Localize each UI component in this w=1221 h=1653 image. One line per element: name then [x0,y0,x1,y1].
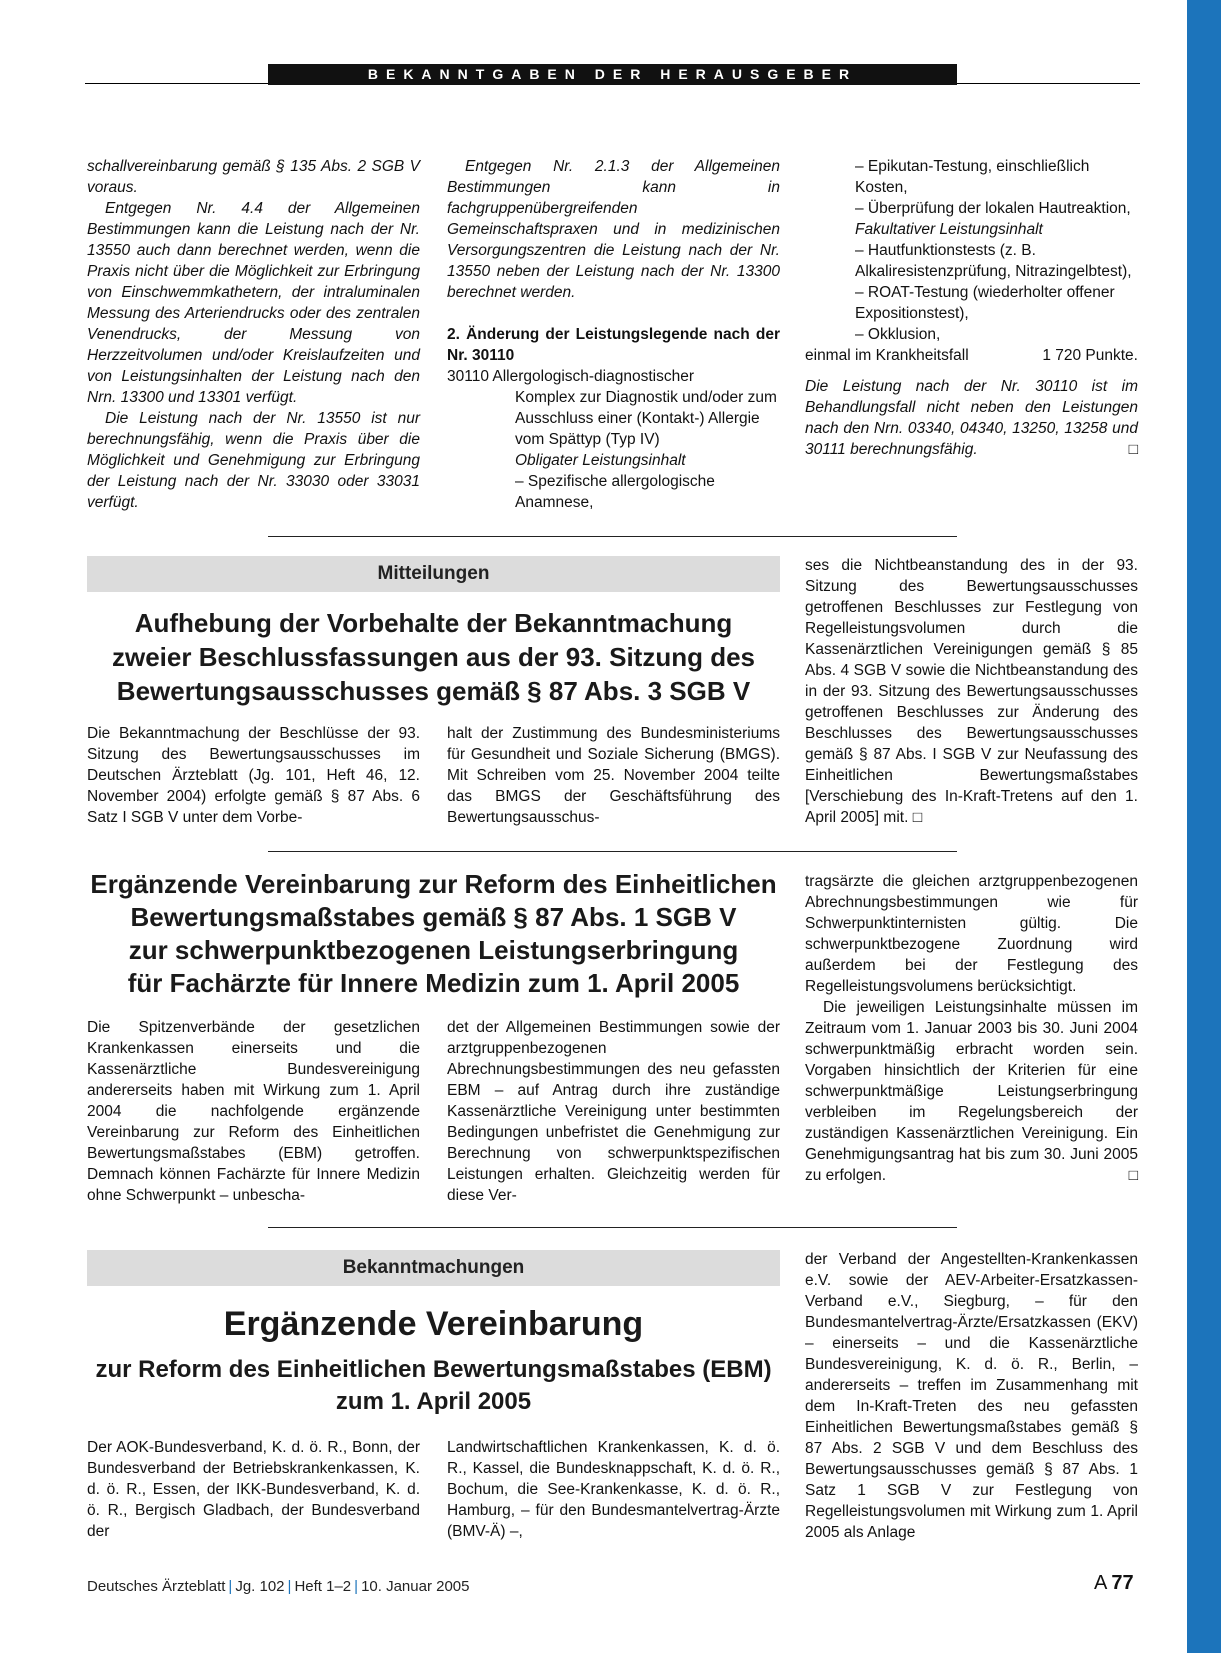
list-item: – Okklusion, [855,326,941,343]
ergaenzende-column-3 [805,871,1138,1186]
obligate-label: Obligater Leistungsinhalt [515,452,686,469]
end-mark-icon: □ [1128,1167,1138,1184]
section-label-mitteilungen: Mitteilungen [87,556,780,592]
frequency-text: einmal im Krankheitsfall [805,347,969,364]
ergaenzende-column-2 [447,1017,780,1206]
paragraph: det der Allgemeinen Bestimmungen sowie der arztgruppenbezogenen Abrechnungsbestimmungen des neu gefassten EBM – auf Antrag durch ihre zuständige Kassenärztliche Vereinigung unter bestimmten Bedingungen unbefristet die Genehmigung zur Berechnung von schwerpunktspezifischen Leistungen erhalten. Gleichzeitig werden für diese Ver- [447,1019,780,1204]
points-line [805,345,1138,366]
divider [268,851,957,852]
list-item: – Überprüfung der lokalen Hautreaktion, [855,200,1131,217]
article-headline [87,868,780,1000]
paragraph: Der AOK-Bundesverband, K. d. ö. R., Bonn, der Bundesverband der Betriebskrankenkassen, K. d. ö. R., Essen, der IKK-Bundesverband, K. d. ö. R., Bergisch Gladbach, der Bundesverband der [87,1439,420,1540]
end-mark-icon: □ [912,809,923,826]
code-description: Komplex zur Diagnostik und/oder zum Ausschluss einer (Kontakt-) Allergie vom Spättyp (Typ IV) [515,389,777,448]
paragraph: Die Spitzenverbände der gesetzlichen Krankenkassen einerseits und die Kassenärztliche Bundesvereinigung andererseits haben mit Wirkung zum 1. April 2004 die nachfolgende ergänzende Vereinbarung zur Reform des Einheitlichen Bewertungsmaßstabes (EBM) getroffen. Demnach können Fachärzte für Innere Medizin ohne Schwerpunkt – unbescha- [87,1019,420,1204]
list-item: – Epikutan-Testung, einschließlich Kosten, [855,158,1090,196]
note-text: Die Leistung nach der Nr. 30110 ist im Behandlungsfall nicht neben den Leistungen nach den Nrn. 03340, 04340, 13250, 13258 und 30111 berechnungsfähig. [805,378,1138,458]
headline-line: Ergänzende Vereinbarung zur Reform des Einheitlichen [90,869,777,899]
bekanntmachungen-column-3 [805,1249,1138,1543]
optional-label: Fakultativer Leistungsinhalt [855,221,1043,238]
footer-citation: Deutsches Ärzteblatt | Jg. 102 | Heft 1–2 | 10. Januar 2005 [87,1578,470,1595]
article-subtitle [87,1354,780,1418]
issue-date: 10. Januar 2005 [361,1578,470,1595]
list-item: – ROAT-Testung (wiederholter offener Expositionstest), [855,284,1115,322]
page-prefix: A [1094,1572,1108,1594]
page-number [1094,1572,1134,1595]
article-title: Ergänzende Vereinbarung [223,1305,644,1343]
subtitle-line: zum 1. April 2005 [335,1388,532,1415]
journal-name: Deutsches Ärzteblatt [87,1578,226,1595]
top-column-1 [87,156,420,513]
paragraph: Landwirtschaftlichen Krankenkassen, K. d. ö. R., Kassel, die Bundesknappschaft, K. d. ö. R., Bochum, die See-Krankenkasse, K. d. ö. R., Hamburg, – für den Bundesmantelvertrag-Ärzte (BMV-Ä) –, [447,1439,780,1540]
code-line: 30110 Allergologisch-diagnostischer [447,368,695,385]
list-item: – Spezifische allergologische Anamnese, [515,473,715,511]
section-label-bekanntmachungen: Bekanntmachungen [87,1250,780,1286]
headline-line: Aufhebung der Vorbehalte der Bekanntmachung [134,608,733,638]
top-column-3 [805,156,1138,460]
mitteilungen-column-2 [447,723,780,828]
subheading: 2. Änderung der Leistungslegende nach der Nr. 30110 [447,326,780,364]
bekanntmachungen-column-2 [447,1437,780,1542]
paragraph-text: Die jeweiligen Leistungsinhalte müssen im Zeitraum vom 1. Januar 2003 bis 30. Juni 2004 schwerpunktmäßig erbracht worden sein. Vorgaben hinsichtlich der Kriterien für eine schwerpunktmäßige Leistungserbringung verbleiben im Regelungsbereich der zuständigen Kassenärztlichen Vereinigung. Ein Genehmigungsantrag hat bis zum 30. Juni 2005 zu erfolgen. [805,999,1138,1184]
paragraph: Die Leistung nach der Nr. 13550 ist nur berechnungsfähig, wenn die Praxis über die Möglichkeit und Genehmigung zur Erbringung der Leistung nach der Nr. 33030 oder 33031 verfügt. [87,410,420,511]
mitteilungen-column-3 [805,555,1138,828]
points-value: 1 720 Punkte. [1042,347,1138,364]
headline-line: für Fachärzte für Innere Medizin zum 1. April 2005 [127,968,740,998]
end-mark-icon: □ [1128,441,1138,458]
blue-edge-bar [1187,0,1221,1653]
divider [268,536,957,537]
paragraph: schallvereinbarung gemäß § 135 Abs. 2 SGB V voraus. [87,158,420,196]
mitteilungen-column-1 [87,723,420,828]
issue: Heft 1–2 [294,1578,352,1595]
section-header: BEKANNTGABEN DER HERAUSGEBER [268,64,957,85]
headline-line: Bewertungsmaßstabes gemäß § 87 Abs. 1 SGB V [130,902,737,932]
paragraph: Die Bekanntmachung der Beschlüsse der 93. Sitzung des Bewertungsausschusses im Deutschen Ärzteblatt (Jg. 101, Heft 46, 12. November 2004) erfolgte gemäß § 87 Abs. 6 Satz I SGB V unter dem Vorbe- [87,725,420,826]
paragraph [805,555,1138,828]
volume: Jg. 102 [235,1578,285,1595]
paragraph-text: ses die Nichtbeanstandung des in der 93. Sitzung des Bewertungsausschusses getroffenen Beschlusses zur Festlegung von Regelleistungsvolumen durch die Kassenärztlichen Vereinigungen gemäß § 85 Abs. 4 SGB V sowie die Nichtbeanstandung des in der 93. Sitzung des Bewertungsausschusses getroffenen Beschlusses zur Änderung des Beschlusses des Bewertungsausschusses gemäß § 87 Abs. I SGB V zur Neufassung des Einheitlichen Bewertungsmaßstabes [Verschiebung des In-Kraft-Tretens auf den 1. April 2005] mit. [805,557,1138,826]
paragraph [805,997,1138,1186]
headline-line: zur schwerpunktbezogenen Leistungserbringung [128,935,739,965]
subtitle-line: zur Reform des Einheitlichen Bewertungsmaßstabes (EBM) [95,1356,772,1383]
paragraph: halt der Zustimmung des Bundesministeriums für Gesundheit und Soziale Sicherung (BMGS). Mit Schreiben vom 25. November 2004 teilte das BMGS der Geschäftsführung des Bewertungsausschus- [447,725,780,826]
paragraph: der Verband der Angestellten-Krankenkassen e.V. sowie der AEV-Arbeiter-Ersatzkassen-Verband e.V., Siegburg, – für den Bundesmantelvertrag-Ärzte/Ersatzkassen (EKV) – einerseits – und die Kassenärztliche Bundesvereinigung, K. d. ö. R., Berlin, – andererseits – treffen im Zusammenhang mit dem In-Kraft-Treten des neu gefassten Einheitlichen Bewertungsmaßstabes gemäß § 87 Abs. 2 SGB V und dem Beschluss des Bewertungsausschusses gemäß § 87 Abs. 1 Satz 1 SGB V zur Festlegung von Regelleistungsvolumen mit Wirkung zum 1. April 2005 als Anlage [805,1251,1138,1541]
paragraph: Entgegen Nr. 4.4 der Allgemeinen Bestimmungen kann die Leistung nach der Nr. 13550 auch dann berechnet werden, wenn die Praxis nicht über die Möglichkeit zur Erbringung von Einschwemmkathetern, der intraluminalen Messung des Arteriendrucks oder des zentralen Venendrucks, der Messung von Herzzeitvolumen und/oder Kreislaufzeiten und von Leistungsinhalten der Leistung nach den Nrn. 13300 und 13301 verfügt. [87,200,420,406]
ergaenzende-column-1 [87,1017,420,1206]
headline-line: Bewertungsausschusses gemäß § 87 Abs. 3 SGB V [116,676,751,706]
paragraph [805,376,1138,460]
headline-line: zweier Beschlussfassungen aus der 93. Sitzung des [112,642,755,672]
paragraph: tragsärzte die gleichen arztgruppenbezogenen Abrechnungsbestimmungen wie für Schwerpunktinternisten gültig. Die schwerpunktbezogene Zuordnung wird außerdem bei der Festlegung des Regelleistungsvolumens berücksichtigt. [805,873,1138,995]
article-headline [87,606,780,708]
page-number-value: 77 [1111,1572,1134,1594]
divider [268,1227,957,1228]
top-column-2 [447,156,780,513]
paragraph: Entgegen Nr. 2.1.3 der Allgemeinen Bestimmungen kann in fachgruppenübergreifenden Gemeinschaftspraxen und in medizinischen Versorgungszentren die Leistung nach der Nr. 13550 neben der Leistung nach der Nr. 13300 berechnet werden. [447,158,780,301]
list-item: – Hautfunktionstests (z. B. Alkaliresistenzprüfung, Nitrazingelbtest), [855,242,1132,280]
bekanntmachungen-column-1 [87,1437,420,1542]
